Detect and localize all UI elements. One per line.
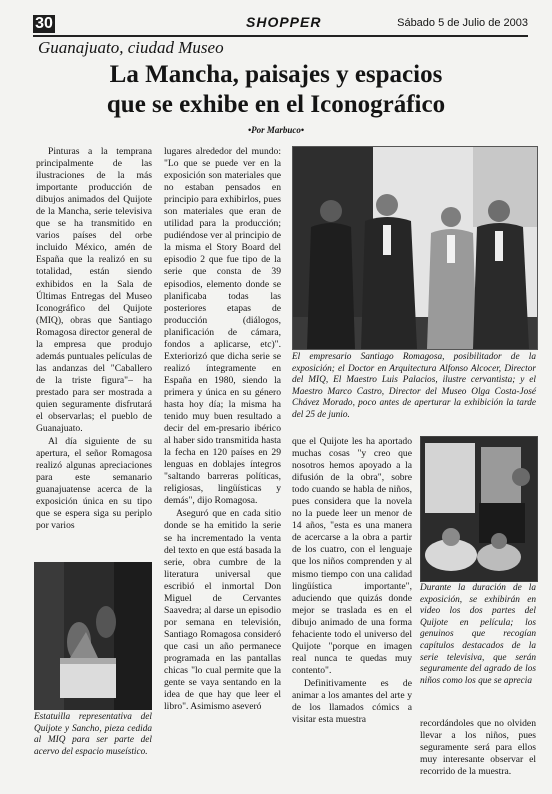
main-photo xyxy=(292,146,538,350)
paragraph: que el Quijote les ha aportado muchas cosas "y creo que nosotros hemos apoyado a la difusión de la obra", sobre todo cuando se habla de niños, pues considera que la novela no la puede leer un menor de 14 años, "esta es una manera de acercarse a la obra a partir de los cuatro, con el lenguaje que los niños comprenden y al mismo tiempo con una calidad lingüística importante", aduciendo que quizás donde mejor se traslada es en el dibujo animado de una forma fehaciente todo el universo del Quijote "porque en imagen real nunca te quedas muy contento". xyxy=(292,436,412,676)
header-logo: SHOPPER xyxy=(246,14,322,30)
article-column-3 xyxy=(292,436,412,776)
statue-photo xyxy=(34,562,152,710)
video-photo-caption: Durante la duración de la exposición, se exhibirán en video los dos partes del Quijote en película; los genuinos que recogían capítulos destacados de la serie televisiva, que serán seguramente del agrado de los niños como los que se aprecia xyxy=(420,583,536,686)
statue-photo-caption: Estatuilla representativa del Quijote y Sancho, pieza cedida al MIQ para ser parte del acervo del espacio museístico. xyxy=(34,712,152,757)
main-photo-caption: El empresario Santiago Romagosa, posibilitador de la exposición; el Doctor en Arquitectura Alfonso Alcocer, Director del MIQ, El Maestro Luis Palacios, ilustre cervantista; y el Maestro Marco Castro, Director del Museo Olga Costa-José Chávez Morado, poco antes de aperturar la exhibición la tarde del 25 de junio. xyxy=(292,352,536,420)
article-column-4 xyxy=(420,718,536,778)
header-rule xyxy=(33,35,528,37)
paragraph: Definitivamente es de animar a los amantes del arte y de los llamados cómics a visitar esta muestra xyxy=(292,677,412,726)
header-date: Sábado 5 de Julio de 2003 xyxy=(397,17,528,29)
byline: •Por Marbuco• xyxy=(247,125,305,135)
article-column-1 xyxy=(36,146,152,556)
paragraph: recordándoles que no olviden llevar a los niños, pues seguramente será para ellos muy interesante observar el recorrido de la muestra. xyxy=(420,718,536,778)
paragraph: Aseguró que en cada sitio donde se ha emitido la serie se ha incrementado la venta del texto en que está basada la serie, obra cumbre de la literatura universal que escribió el inmortal Don Miguel de Cervantes Saavedra; al darse un episodio por semana en televisión, Santiago Romagosa consideró que casi un año permanece programada en las pantallas chicas "lo cual permite que la gente se vaya sentando en la idea de que hay que leer el libro". Asimismo aseveró xyxy=(164,508,281,713)
article-column-2 xyxy=(164,146,281,778)
video-photo xyxy=(420,436,538,582)
headline-line-2: que se exhibe en el Iconográfico xyxy=(106,91,446,118)
paragraph: Al día siguiente de su apertura, el señor Romagosa realizó algunas apreciaciones para este semanario guanajuatense acerca de la exposición única en su tipo que se espera siga su periplo por varios xyxy=(36,436,152,532)
page-number: 30 xyxy=(35,15,53,32)
headline-line-1: La Mancha, paisajes y espacios xyxy=(109,61,443,88)
section-title: Guanajuato, ciudad Museo xyxy=(38,38,224,57)
paragraph: Pinturas a la temprana principalmente de las ilustraciones de la más importante producción de dibujos animados del Quijote de la Mancha, serie televisiva que se ha transmitido en varios países del orbe incluido México, amén de España que la realizó en su totalidad, están siendo exhibidos en la Sala de Últimas Entregas del Museo Iconográfico del Quijote (MIQ), obras que Santiago Romagosa director general de la empresa que produjo además puntuales películas de las andanzas del "Caballero de la triste figura"– ha prestado para ser mostrada a quien seguramente disfrutará el observarlas; el pueblo de Guanajuato. xyxy=(36,146,152,435)
paragraph: lugares alrededor del mundo: "Lo que se puede ver en la exposición son materiales que no estaban pensados en principio para exhibirlos, pues son materiales que eran de utilidad para la producción; pudiéndose ver al principio de la misma el Story Board del episodio 2 que fue tipo de la serie que consta de 39 episodios, elemento donde se planificaba todas las posteriores etapas de producción (diálogos, planificación de cámara, fondos a aplicarse, etc)". Exteriorizó que dicha serie se realizó íntegramente en España en 1980, siendo la primera y única en su género hasta hoy día; la misma ha tenido muy buen resultado a decir del em-presario ibérico al haber sido transmitida hasta la fecha en 120 países en 29 lenguas en doblajes íntegros "saltando barreras políticas, religiosas, lingüísticas y demás", dijo Romagosa. xyxy=(164,146,281,507)
